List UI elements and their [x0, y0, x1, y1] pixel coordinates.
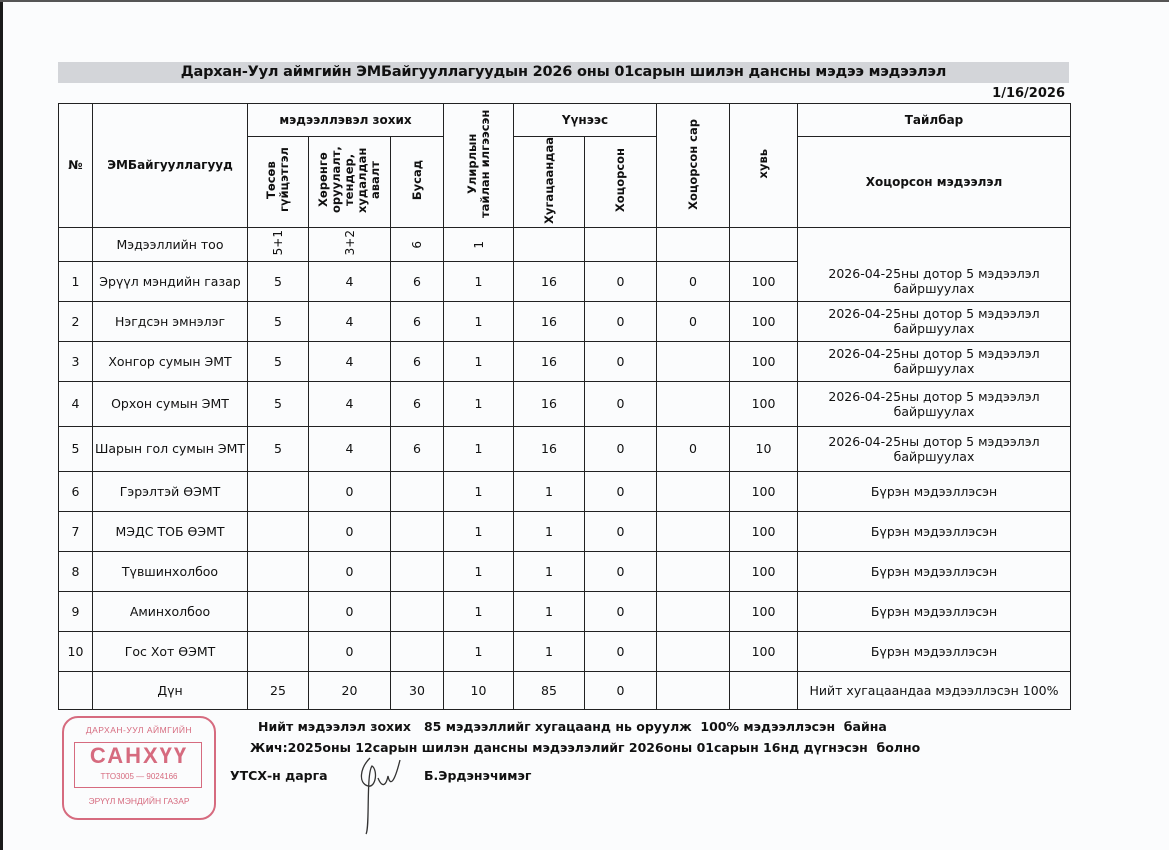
cell-other: [391, 551, 444, 591]
table-row: [59, 551, 1071, 591]
cell-no: 7: [59, 511, 93, 551]
total-on-time: 85: [514, 671, 585, 709]
stamp-middle-text: САНХҮҮ: [89, 743, 189, 768]
cell-other: [391, 511, 444, 551]
cell-percent: 100: [730, 301, 798, 341]
header-group-required: мэдээллэвэл зохих: [248, 104, 444, 137]
cell-late: 0: [585, 551, 657, 591]
signer-title: УТСХ-н дарга: [230, 768, 328, 783]
stamp-code-text: ТТО3005 — 9024166: [100, 772, 178, 781]
footer-summary: Нийт мэдээлэл зохих 85 мэдээллийг хугацаанд нь оруулж 100% мэдээллэсэн байна: [258, 719, 887, 734]
document-date: 1/16/2026: [992, 86, 1065, 101]
cell-on-time: 16: [514, 301, 585, 341]
cell-org: Аминхолбоо: [93, 591, 248, 631]
info-count-remark: [798, 227, 1071, 261]
info-count-row: [59, 227, 1071, 261]
cell-quarterly: 1: [444, 471, 514, 511]
cell-late-month: [657, 591, 730, 631]
cell-percent: 100: [730, 631, 798, 671]
header-row-1: [59, 104, 1071, 137]
cell-investment: 4: [309, 341, 391, 381]
cell-late-month: [657, 631, 730, 671]
info-count-late-month: [657, 227, 730, 261]
info-count-budget-cell: [248, 227, 309, 261]
cell-remark: Бүрэн мэдээллэсэн: [798, 631, 1071, 671]
cell-org: МЭДС ТОБ ӨЭМТ: [93, 511, 248, 551]
cell-other: 6: [391, 261, 444, 301]
header-percent-label: хувь: [756, 149, 770, 179]
table-row: [59, 381, 1071, 426]
header-percent: [730, 104, 798, 228]
cell-quarterly: 1: [444, 551, 514, 591]
cell-no: 10: [59, 631, 93, 671]
header-group-of: Үүнээс: [514, 104, 657, 137]
cell-quarterly: 1: [444, 631, 514, 671]
cell-quarterly: 1: [444, 511, 514, 551]
cell-late-month: 0: [657, 261, 730, 301]
cell-no: 4: [59, 381, 93, 426]
header-investment: [309, 137, 391, 228]
cell-org: Орхон сумын ЭМТ: [93, 381, 248, 426]
cell-on-time: 16: [514, 381, 585, 426]
header-late-info: Хоцорсон мэдээлэл: [798, 137, 1071, 228]
scan-edge-top: [0, 0, 1169, 2]
info-count-other: 6: [410, 241, 424, 249]
header-late-month: [657, 104, 730, 228]
cell-investment: 4: [309, 381, 391, 426]
total-quarterly: 10: [444, 671, 514, 709]
header-other-label: Бусад: [409, 160, 424, 201]
table-row: [59, 426, 1071, 471]
cell-remark: 2026-04-25ны дотор 5 мэдээлэл байршуулах: [798, 301, 1071, 341]
cell-budget: 5: [248, 381, 309, 426]
cell-late-month: [657, 551, 730, 591]
cell-percent: 100: [730, 341, 798, 381]
header-late-label: Хоцорсон: [613, 148, 627, 213]
cell-quarterly: 1: [444, 591, 514, 631]
cell-other: 6: [391, 301, 444, 341]
total-row: [59, 671, 1071, 709]
cell-org: Гэрэлтэй ӨЭМТ: [93, 471, 248, 511]
info-count-investment-cell: [309, 227, 391, 261]
cell-budget: 5: [248, 341, 309, 381]
info-count-label: Мэдээллийн тоо: [93, 227, 248, 261]
total-budget: 25: [248, 671, 309, 709]
header-on-time: [514, 137, 585, 228]
cell-budget: [248, 511, 309, 551]
cell-remark: Бүрэн мэдээллэсэн: [798, 591, 1071, 631]
cell-late-month: [657, 341, 730, 381]
info-count-quarterly-cell: [444, 227, 514, 261]
scan-edge: [0, 0, 3, 850]
cell-on-time: 1: [514, 631, 585, 671]
cell-investment: 0: [309, 631, 391, 671]
cell-late: 0: [585, 301, 657, 341]
info-count-percent: [730, 227, 798, 261]
report-table: [58, 103, 1071, 710]
cell-no: 9: [59, 591, 93, 631]
cell-late-month: [657, 471, 730, 511]
cell-org: Түвшинхолбоо: [93, 551, 248, 591]
header-group-remark: Тайлбар: [798, 104, 1071, 137]
cell-percent: 100: [730, 261, 798, 301]
cell-percent: 100: [730, 551, 798, 591]
stamp-bottom-text: ЭРҮҮЛ МЭНДИЙН ГАЗАР: [88, 796, 190, 806]
cell-on-time: 16: [514, 426, 585, 471]
total-investment: 20: [309, 671, 391, 709]
cell-org: Шарын гол сумын ЭМТ: [93, 426, 248, 471]
cell-late-month: 0: [657, 426, 730, 471]
document-title: Дархан-Уул аймгийн ЭМБайгууллагуудын 2026 оны 01сарын шилэн дансны мэдээ мэдээлэл: [180, 64, 947, 80]
cell-org: Нэгдсэн эмнэлэг: [93, 301, 248, 341]
info-count-quarterly: 1: [471, 241, 486, 249]
footer-note: Жич:2025оны 12сарын шилэн дансны мэдээлэлийг 2026оны 01сарын 16нд дүгнэсэн болно: [250, 740, 921, 755]
total-other: 30: [391, 671, 444, 709]
cell-budget: [248, 591, 309, 631]
cell-investment: 4: [309, 301, 391, 341]
total-late: 0: [585, 671, 657, 709]
header-other: [391, 137, 444, 228]
cell-quarterly: 1: [444, 341, 514, 381]
header-org: ЭМБайгууллагууд: [93, 104, 248, 228]
cell-remark: Бүрэн мэдээллэсэн: [798, 511, 1071, 551]
total-label: Дүн: [93, 671, 248, 709]
cell-no: 3: [59, 341, 93, 381]
cell-other: 6: [391, 381, 444, 426]
cell-investment: 4: [309, 261, 391, 301]
cell-budget: 5: [248, 301, 309, 341]
cell-budget: 5: [248, 261, 309, 301]
total-remark: Нийт хугацаандаа мэдээллэсэн 100%: [798, 671, 1071, 709]
cell-late-month: [657, 511, 730, 551]
header-no: №: [59, 104, 93, 228]
cell-on-time: 16: [514, 341, 585, 381]
cell-remark: 2026-04-25ны дотор 5 мэдээлэл байршуулах: [798, 261, 1071, 301]
cell-percent: 100: [730, 511, 798, 551]
cell-other: [391, 591, 444, 631]
signature-mark: [340, 748, 420, 838]
cell-investment: 0: [309, 591, 391, 631]
cell-quarterly: 1: [444, 261, 514, 301]
cell-other: [391, 471, 444, 511]
table-row: [59, 591, 1071, 631]
table-row: [59, 341, 1071, 381]
cell-percent: 100: [730, 381, 798, 426]
cell-late: 0: [585, 426, 657, 471]
cell-no: 6: [59, 471, 93, 511]
cell-investment: 0: [309, 511, 391, 551]
total-percent: [730, 671, 798, 709]
cell-on-time: 1: [514, 511, 585, 551]
cell-no: 5: [59, 426, 93, 471]
info-count-on-time: [514, 227, 585, 261]
header-quarterly-label: Улирлын тайлан илгээсэн: [464, 109, 492, 219]
cell-remark: Бүрэн мэдээллэсэн: [798, 471, 1071, 511]
stamp-top-text: ДАРХАН-УУЛ АЙМГИЙН: [85, 725, 193, 735]
cell-org: Эрүүл мэндийн газар: [93, 261, 248, 301]
cell-late-month: 0: [657, 301, 730, 341]
cell-budget: [248, 631, 309, 671]
cell-no: 8: [59, 551, 93, 591]
cell-investment: 4: [309, 426, 391, 471]
cell-late: 0: [585, 631, 657, 671]
total-late-month: [657, 671, 730, 709]
table-body: [59, 261, 1071, 671]
header-late-month-label: Хоцорсон сар: [685, 118, 700, 210]
table-row: [59, 261, 1071, 301]
cell-late: 0: [585, 341, 657, 381]
cell-remark: Бүрэн мэдээллэсэн: [798, 551, 1071, 591]
info-count-no: [59, 227, 93, 261]
cell-on-time: 16: [514, 261, 585, 301]
cell-late: 0: [585, 511, 657, 551]
cell-other: 6: [391, 341, 444, 381]
total-no: [59, 671, 93, 709]
cell-investment: 0: [309, 471, 391, 511]
cell-investment: 0: [309, 551, 391, 591]
cell-no: 1: [59, 261, 93, 301]
cell-org: Хонгор сумын ЭМТ: [93, 341, 248, 381]
cell-budget: 5: [248, 426, 309, 471]
info-count-investment: 3+2: [342, 230, 357, 256]
header-late: [585, 137, 657, 228]
info-count-other-cell: [391, 227, 444, 261]
cell-remark: 2026-04-25ны дотор 5 мэдээлэл байршуулах: [798, 426, 1071, 471]
cell-no: 2: [59, 301, 93, 341]
header-investment-label: Хөрөнгө оруулалт, тендер, худалдан авалт: [316, 147, 382, 214]
cell-on-time: 1: [514, 471, 585, 511]
table-row: [59, 301, 1071, 341]
cell-budget: [248, 471, 309, 511]
info-count-late: [585, 227, 657, 261]
signer-name: Б.Эрдэнэчимэг: [424, 768, 532, 783]
cell-percent: 10: [730, 426, 798, 471]
header-budget-label: Төсөв гүйцэтгэл: [264, 148, 291, 213]
table-row: [59, 471, 1071, 511]
table-row: [59, 511, 1071, 551]
cell-budget: [248, 551, 309, 591]
cell-org: Гос Хот ӨЭМТ: [93, 631, 248, 671]
cell-on-time: 1: [514, 551, 585, 591]
cell-remark: 2026-04-25ны дотор 5 мэдээлэл байршуулах: [798, 341, 1071, 381]
table-row: [59, 631, 1071, 671]
official-stamp: [62, 716, 216, 820]
header-quarterly: [444, 104, 514, 228]
cell-quarterly: 1: [444, 381, 514, 426]
cell-other: [391, 631, 444, 671]
cell-late-month: [657, 381, 730, 426]
cell-late: 0: [585, 381, 657, 426]
cell-remark: 2026-04-25ны дотор 5 мэдээлэл байршуулах: [798, 381, 1071, 426]
header-budget: [248, 137, 309, 228]
cell-late: 0: [585, 591, 657, 631]
info-count-budget: 5+1: [271, 230, 285, 256]
cell-quarterly: 1: [444, 426, 514, 471]
header-on-time-label: Хугацаандаа: [541, 137, 556, 224]
cell-late: 0: [585, 471, 657, 511]
cell-quarterly: 1: [444, 301, 514, 341]
cell-other: 6: [391, 426, 444, 471]
cell-percent: 100: [730, 591, 798, 631]
cell-late: 0: [585, 261, 657, 301]
cell-percent: 100: [730, 471, 798, 511]
cell-on-time: 1: [514, 591, 585, 631]
